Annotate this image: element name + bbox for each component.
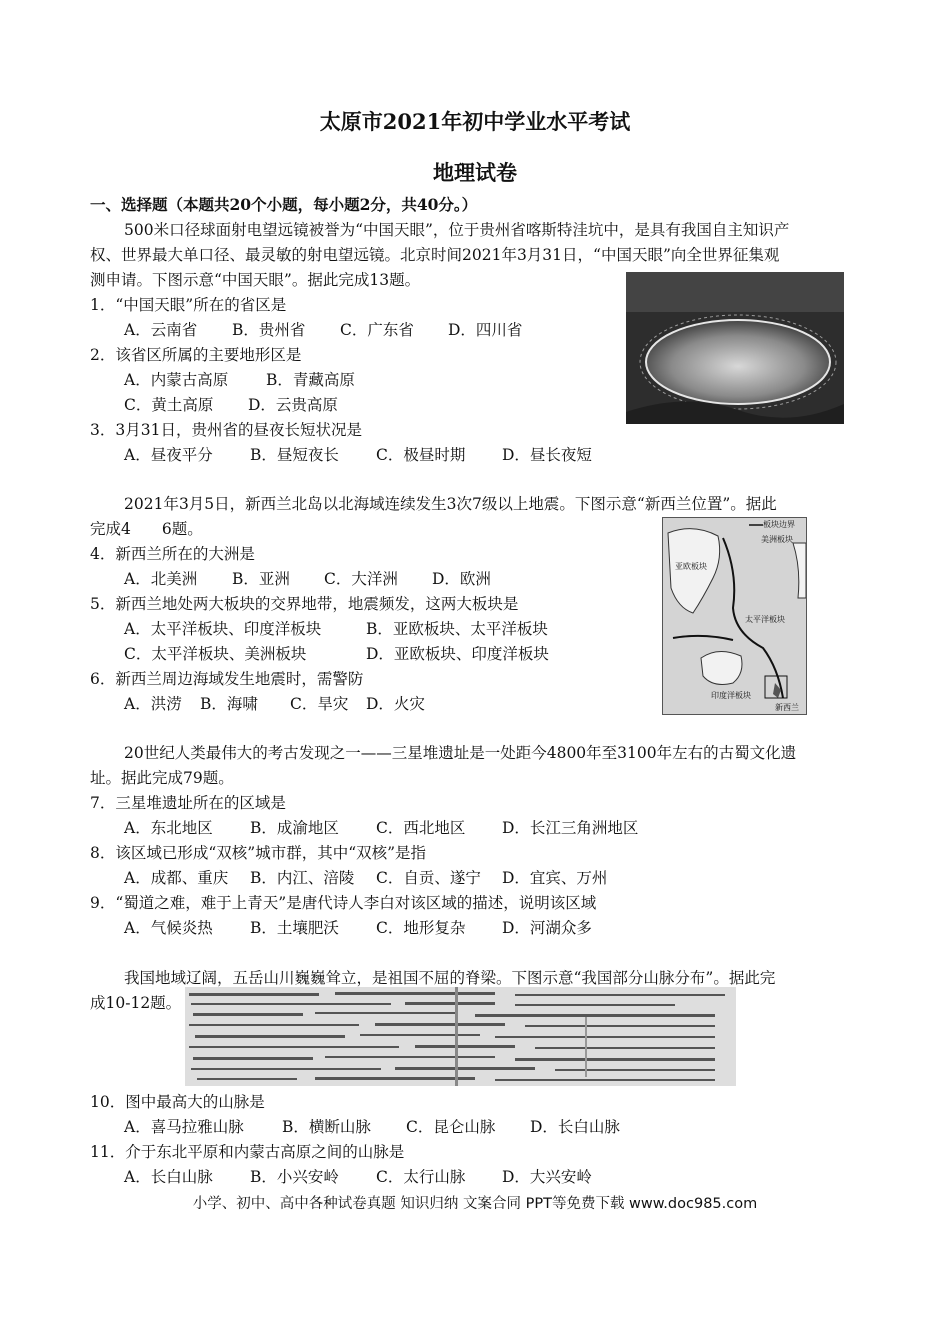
fast-telescope-photo [626, 272, 844, 424]
option-a[interactable]: A．太平洋板块、印度洋板块 [124, 620, 322, 638]
options-row [124, 1117, 620, 1137]
option-c[interactable]: C．旱灾 [290, 695, 349, 713]
option-b[interactable]: B．昼短夜长 [250, 446, 339, 464]
map-label: 亚欧板块 [675, 562, 707, 571]
question-stem: 8．该区域已形成“双核”城市群，其中“双核”是指 [90, 844, 427, 862]
map-legend: 板块边界 [763, 520, 795, 529]
map-label: 新西兰 [775, 703, 799, 712]
option-b[interactable]: B．亚洲 [232, 570, 290, 588]
options-row [124, 868, 607, 888]
option-d[interactable]: D．长白山脉 [530, 1118, 620, 1136]
option-b[interactable]: B．土壤肥沃 [250, 919, 339, 937]
map-label: 印度洋板块 [711, 691, 751, 700]
question-stem: 5．新西兰地处两大板块的交界地带，地震频发，这两大板块是 [90, 595, 519, 613]
exam-subtitle: 地理试卷 [433, 160, 517, 185]
passage-line: 20世纪人类最伟大的考古发现之一——三星堆遗址是一处距今4800年至3100年左右的古蜀文化遗 [124, 744, 797, 762]
options-row [124, 320, 522, 340]
passage-line: 成10-12题。 [90, 994, 182, 1012]
option-d[interactable]: D．云贵高原 [248, 396, 338, 414]
footer-note: 小学、初中、高中各种试卷真题 知识归纳 文案合同 PPT等免费下载 www.doc985.com [192, 1196, 758, 1212]
options-row [124, 370, 355, 390]
options-row [124, 644, 549, 664]
option-c[interactable]: C．太行山脉 [376, 1168, 466, 1186]
option-d[interactable]: D．亚欧板块、印度洋板块 [366, 645, 549, 663]
question-stem: 10．图中最高大的山脉是 [90, 1093, 265, 1111]
options-row [124, 445, 592, 465]
passage-line: 我国地域辽阔，五岳山川巍巍耸立，是祖国不屈的脊梁。下图示意“我国部分山脉分布”。据此完 [124, 969, 776, 987]
new-zealand-plate-map [662, 517, 807, 715]
passage-line: 测申请。下图示意“中国天眼”。据此完成13题。 [90, 271, 421, 289]
option-a[interactable]: A．气候炎热 [124, 919, 213, 937]
option-d[interactable]: D．四川省 [448, 321, 523, 339]
option-b[interactable]: B．横断山脉 [282, 1118, 371, 1136]
passage-line: 500米口径球面射电望远镜被誉为“中国天眼”，位于贵州省喀斯特洼坑中，是具有我国自主知识产 [124, 221, 790, 239]
option-d[interactable]: D．宜宾、万州 [502, 869, 608, 887]
options-row [124, 1167, 592, 1187]
option-c[interactable]: C．广东省 [340, 321, 414, 339]
section-heading: 一、选择题（本题共20个小题，每小题2分，共40分。） [90, 195, 478, 214]
option-c[interactable]: C．大洋洲 [324, 570, 398, 588]
option-b[interactable]: B．内江、涪陵 [250, 869, 355, 887]
option-a[interactable]: A．昼夜平分 [124, 446, 213, 464]
option-c[interactable]: C．西北地区 [376, 819, 466, 837]
option-b[interactable]: B．亚欧板块、太平洋板块 [366, 620, 548, 638]
passage-line: 完成4 6题。 [90, 520, 203, 538]
option-c[interactable]: C．黄土高原 [124, 396, 214, 414]
options-row [124, 569, 491, 589]
passage-line: 权、世界最大单口径、最灵敏的射电望远镜。北京时间2021年3月31日，“中国天眼”向全世界征集观 [90, 246, 780, 264]
option-c[interactable]: C．自贡、遂宁 [376, 869, 481, 887]
option-c[interactable]: C．极昼时期 [376, 446, 466, 464]
option-d[interactable]: D．长江三角洲地区 [502, 819, 639, 837]
question-stem: 9．“蜀道之难，难于上青天”是唐代诗人李白对该区域的描述，说明该区域 [90, 894, 597, 912]
option-d[interactable]: D．欧洲 [432, 570, 491, 588]
exam-title: 太原市2021年初中学业水平考试 [319, 109, 631, 134]
option-a[interactable]: A．云南省 [124, 321, 198, 339]
question-stem: 6．新西兰周边海域发生地震时，需警防 [90, 670, 364, 688]
option-b[interactable]: B．贵州省 [232, 321, 306, 339]
options-row [124, 918, 592, 938]
option-d[interactable]: D．昼长夜短 [502, 446, 592, 464]
option-a[interactable]: A．东北地区 [124, 819, 213, 837]
question-stem: 2．该省区所属的主要地形区是 [90, 346, 302, 364]
question-stem: 1．“中国天眼”所在的省区是 [90, 296, 287, 314]
option-a[interactable]: A．长白山脉 [124, 1168, 213, 1186]
option-b[interactable]: B．海啸 [200, 695, 258, 713]
option-c[interactable]: C．太平洋板块、美洲板块 [124, 645, 307, 663]
question-stem: 3．3月31日，贵州省的昼夜长短状况是 [90, 421, 362, 439]
mountain-range-map-image [185, 987, 736, 1086]
option-b[interactable]: B．小兴安岭 [250, 1168, 339, 1186]
options-row [124, 818, 638, 838]
option-d[interactable]: D．河湖众多 [502, 919, 592, 937]
map-label: 太平洋板块 [745, 615, 785, 624]
passage-line: 2021年3月5日，新西兰北岛以北海域连续发生3次7级以上地震。下图示意“新西兰位置”。据此 [124, 495, 777, 513]
option-a[interactable]: A．北美洲 [124, 570, 198, 588]
option-a[interactable]: A．洪涝 [124, 695, 182, 713]
options-row [124, 395, 338, 415]
option-a[interactable]: A．喜马拉雅山脉 [124, 1118, 244, 1136]
options-row [124, 619, 548, 639]
map-label: 美洲板块 [761, 535, 793, 544]
option-b[interactable]: B．青藏高原 [266, 371, 355, 389]
question-stem: 4．新西兰所在的大洲是 [90, 545, 255, 563]
option-c[interactable]: C．地形复杂 [376, 919, 466, 937]
options-row [124, 694, 425, 714]
option-d[interactable]: D．大兴安岭 [502, 1168, 592, 1186]
question-stem: 7．三星堆遗址所在的区域是 [90, 794, 286, 812]
option-d[interactable]: D．火灾 [366, 695, 425, 713]
option-b[interactable]: B．成渝地区 [250, 819, 339, 837]
option-a[interactable]: A．内蒙古高原 [124, 371, 229, 389]
option-c[interactable]: C．昆仑山脉 [406, 1118, 496, 1136]
option-a[interactable]: A．成都、重庆 [124, 869, 229, 887]
passage-line: 址。据此完成79题。 [90, 769, 234, 787]
question-stem: 11．介于东北平原和内蒙古高原之间的山脉是 [90, 1143, 405, 1161]
